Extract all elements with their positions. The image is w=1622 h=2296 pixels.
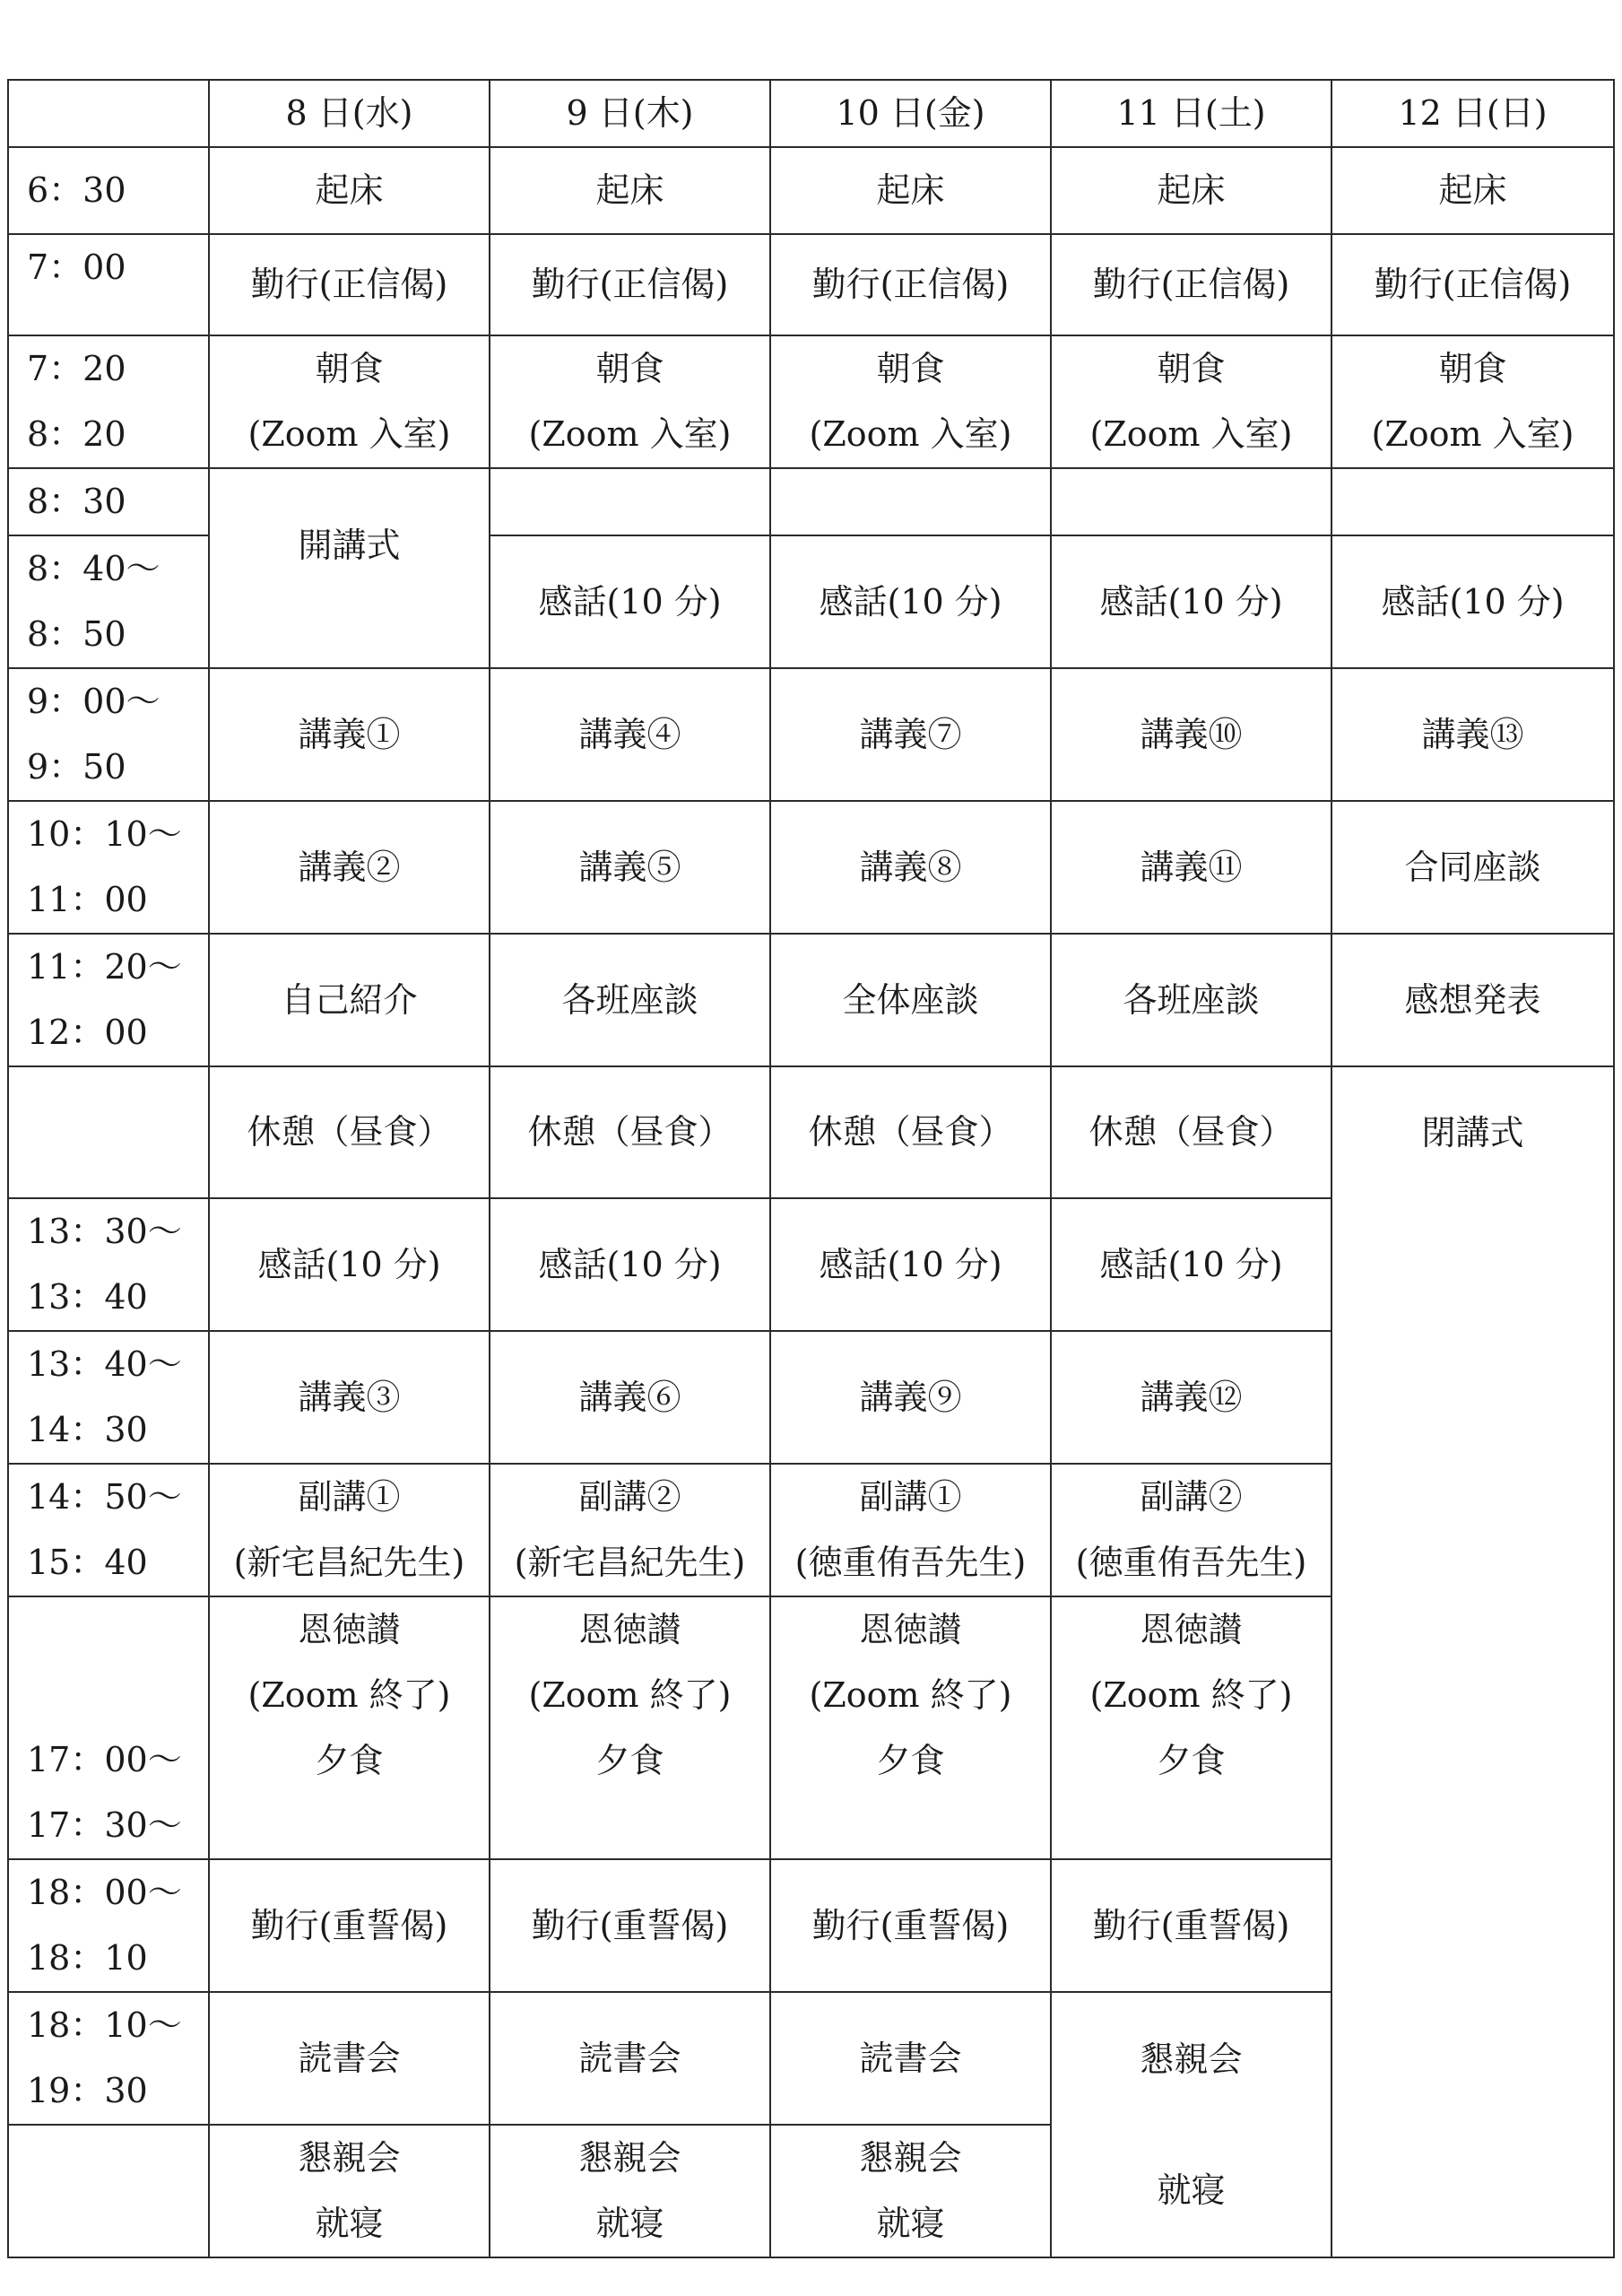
event-label: 夕食 bbox=[1157, 1741, 1226, 1780]
schedule-cell: 感話(10 分) bbox=[1051, 1198, 1331, 1331]
schedule-cell: 講義③ bbox=[209, 1331, 490, 1464]
schedule-cell: 勤行(重誓偈) bbox=[770, 1859, 1051, 1992]
event-note: (Zoom 終了) bbox=[528, 1675, 732, 1715]
opening-ceremony-cell: 開講式 bbox=[209, 468, 490, 668]
spacer bbox=[1052, 2092, 1331, 2158]
schedule-cell: 感話(10 分) bbox=[770, 1198, 1051, 1331]
time-start: 9：00～ bbox=[27, 682, 160, 721]
schedule-cell: 講義⑬ bbox=[1331, 668, 1614, 801]
schedule-cell bbox=[770, 1596, 1051, 1859]
event-note: (Zoom 入室) bbox=[247, 414, 451, 454]
time-cell bbox=[8, 801, 209, 934]
empty-cell bbox=[1331, 468, 1614, 535]
lecturer-name: (新宅昌紀先生) bbox=[514, 1543, 746, 1582]
schedule-table bbox=[7, 79, 1615, 2258]
schedule-cell: 感想発表 bbox=[1331, 934, 1614, 1066]
schedule-cell: 講義⑩ bbox=[1051, 668, 1331, 801]
morning-service-row bbox=[8, 234, 1614, 335]
event-note: (Zoom 入室) bbox=[1089, 414, 1293, 454]
schedule-cell: 休憩（昼食） bbox=[490, 1066, 770, 1198]
time-cell: 6：30 bbox=[8, 147, 209, 234]
time-start: 18：10～ bbox=[27, 2005, 182, 2045]
event-label: 就寝 bbox=[595, 2204, 664, 2243]
day-header: 11 日(土) bbox=[1051, 80, 1331, 147]
schedule-cell: 講義⑫ bbox=[1051, 1331, 1331, 1464]
event-label: 恩徳讃 bbox=[1140, 1610, 1243, 1649]
schedule-cell: 休憩（昼食） bbox=[770, 1066, 1051, 1198]
schedule-cell: 起床 bbox=[209, 147, 490, 234]
event-label: 夕食 bbox=[315, 1741, 384, 1780]
schedule-cell: 休憩（昼食） bbox=[1051, 1066, 1331, 1198]
event-note: (Zoom 終了) bbox=[1089, 1675, 1293, 1715]
event-label: 副講① bbox=[859, 1477, 962, 1517]
event-label: 副講② bbox=[578, 1477, 681, 1517]
event-label: 朝食 bbox=[595, 349, 664, 388]
event-label: 朝食 bbox=[1157, 349, 1226, 388]
empty-cell bbox=[1051, 468, 1331, 535]
lecturer-name: (徳重侑吾先生) bbox=[794, 1543, 1027, 1582]
time-start: 10：10～ bbox=[27, 814, 182, 854]
time-end: 19：30 bbox=[27, 2071, 148, 2110]
schedule-cell bbox=[770, 2125, 1051, 2257]
schedule-cell: 講義① bbox=[209, 668, 490, 801]
schedule-cell: 感話(10 分) bbox=[1051, 535, 1331, 668]
time-start: 17：00～ bbox=[27, 1740, 182, 1779]
time-start: 8：40～ bbox=[27, 549, 160, 588]
lecture-row bbox=[8, 801, 1614, 934]
event-note: (Zoom 終了) bbox=[247, 1675, 451, 1715]
schedule-cell: 感話(10 分) bbox=[770, 535, 1051, 668]
opening-row bbox=[8, 468, 1614, 535]
time-cell: 7：00 bbox=[8, 234, 209, 335]
schedule-cell: 感話(10 分) bbox=[1331, 535, 1614, 668]
time-cell bbox=[8, 934, 209, 1066]
time-cell: 8：30 bbox=[8, 468, 209, 535]
schedule-cell bbox=[1051, 335, 1331, 468]
schedule-cell: 感話(10 分) bbox=[490, 535, 770, 668]
closing-ceremony-cell bbox=[1331, 1066, 1614, 2257]
time-start: 13：30～ bbox=[27, 1212, 182, 1251]
schedule-cell: 講義② bbox=[209, 801, 490, 934]
schedule-cell bbox=[209, 1464, 490, 1596]
time-cell bbox=[8, 1198, 209, 1331]
time-cell bbox=[8, 1596, 209, 1859]
schedule-cell: 講義④ bbox=[490, 668, 770, 801]
schedule-cell: 全体座談 bbox=[770, 934, 1051, 1066]
schedule-cell bbox=[1331, 335, 1614, 468]
time-cell bbox=[8, 1859, 209, 1992]
time-end: 15：40 bbox=[27, 1543, 148, 1582]
event-note: (Zoom 入室) bbox=[809, 414, 1012, 454]
schedule-cell bbox=[209, 335, 490, 468]
time-end: 13：40 bbox=[27, 1277, 148, 1317]
schedule-cell: 講義⑥ bbox=[490, 1331, 770, 1464]
time-cell bbox=[8, 535, 209, 668]
time-end: 8：50 bbox=[27, 614, 126, 654]
schedule-cell: 勤行(重誓偈) bbox=[209, 1859, 490, 1992]
event-label: 夕食 bbox=[595, 1741, 664, 1780]
schedule-cell: 感話(10 分) bbox=[490, 1198, 770, 1331]
schedule-cell: 各班座談 bbox=[1051, 934, 1331, 1066]
schedule-cell bbox=[1051, 1992, 1331, 2257]
event-label: 就寝 bbox=[1157, 2170, 1226, 2210]
corner-cell bbox=[8, 80, 209, 147]
event-label: 懇親会 bbox=[1140, 2039, 1243, 2079]
discussion-row bbox=[8, 934, 1614, 1066]
schedule-cell: 読書会 bbox=[490, 1992, 770, 2125]
schedule-cell: 勤行(正信偈) bbox=[1051, 234, 1331, 335]
event-label: 夕食 bbox=[876, 1741, 945, 1780]
schedule-cell: 講義⑦ bbox=[770, 668, 1051, 801]
schedule-cell bbox=[1051, 1596, 1331, 1859]
schedule-cell: 起床 bbox=[1051, 147, 1331, 234]
time-end: 12：00 bbox=[27, 1013, 148, 1052]
schedule-cell: 勤行(正信偈) bbox=[490, 234, 770, 335]
schedule-cell: 休憩（昼食） bbox=[209, 1066, 490, 1198]
time-end: 8：20 bbox=[27, 414, 126, 454]
schedule-cell bbox=[209, 1596, 490, 1859]
schedule-cell: 読書会 bbox=[209, 1992, 490, 2125]
time-cell bbox=[8, 668, 209, 801]
event-label: 就寝 bbox=[876, 2204, 945, 2243]
lecturer-name: (徳重侑吾先生) bbox=[1075, 1543, 1307, 1582]
schedule-cell bbox=[490, 1596, 770, 1859]
event-label: 恩徳讃 bbox=[859, 1610, 962, 1649]
time-cell bbox=[8, 1464, 209, 1596]
schedule-cell bbox=[490, 2125, 770, 2257]
empty-cell bbox=[770, 468, 1051, 535]
schedule-cell: 各班座談 bbox=[490, 934, 770, 1066]
time-start: 18：00～ bbox=[27, 1873, 182, 1912]
day-header: 10 日(金) bbox=[770, 80, 1051, 147]
event-label: 副講② bbox=[1140, 1477, 1243, 1517]
time-cell bbox=[8, 1992, 209, 2125]
breakfast-row bbox=[8, 335, 1614, 468]
time-cell bbox=[8, 1331, 209, 1464]
schedule-cell: 感話(10 分) bbox=[209, 1198, 490, 1331]
time-end: 14：30 bbox=[27, 1410, 148, 1449]
schedule-cell bbox=[770, 335, 1051, 468]
schedule-cell bbox=[490, 335, 770, 468]
empty-cell bbox=[490, 468, 770, 535]
wake-row bbox=[8, 147, 1614, 234]
lecturer-name: (新宅昌紀先生) bbox=[233, 1543, 465, 1582]
schedule-cell bbox=[1051, 1464, 1331, 1596]
header-row bbox=[8, 80, 1614, 147]
event-label: 副講① bbox=[298, 1477, 401, 1517]
time-cell bbox=[8, 2125, 209, 2257]
schedule-cell: 講義⑤ bbox=[490, 801, 770, 934]
schedule-cell bbox=[209, 2125, 490, 2257]
time-next: 17：30～ bbox=[27, 1805, 182, 1845]
event-label: 恩徳讃 bbox=[298, 1610, 401, 1649]
time-start: 11：20～ bbox=[27, 947, 182, 987]
event-note: (Zoom 入室) bbox=[528, 414, 732, 454]
schedule-cell: 勤行(正信偈) bbox=[770, 234, 1051, 335]
schedule-cell: 勤行(正信偈) bbox=[209, 234, 490, 335]
schedule-cell: 勤行(正信偈) bbox=[1331, 234, 1614, 335]
time-cell bbox=[8, 335, 209, 468]
time-start: 14：50～ bbox=[27, 1477, 182, 1517]
day-header: 8 日(水) bbox=[209, 80, 490, 147]
time-cell bbox=[8, 1066, 209, 1198]
day-header: 12 日(日) bbox=[1331, 80, 1614, 147]
schedule-cell: 起床 bbox=[1331, 147, 1614, 234]
event-label: 懇親会 bbox=[859, 2138, 962, 2178]
event-label: 恩徳讃 bbox=[578, 1610, 681, 1649]
schedule-cell: 自己紹介 bbox=[209, 934, 490, 1066]
schedule-cell: 勤行(重誓偈) bbox=[1051, 1859, 1331, 1992]
schedule-cell: 勤行(重誓偈) bbox=[490, 1859, 770, 1992]
closing-ceremony-label: 閉講式 bbox=[1421, 1113, 1524, 1152]
schedule-cell: 講義⑧ bbox=[770, 801, 1051, 934]
schedule-cell: 読書会 bbox=[770, 1992, 1051, 2125]
event-label: 懇親会 bbox=[298, 2138, 401, 2178]
event-label: 就寝 bbox=[315, 2204, 384, 2243]
event-label: 朝食 bbox=[315, 349, 384, 388]
schedule-cell: 講義⑪ bbox=[1051, 801, 1331, 934]
time-end: 9：50 bbox=[27, 747, 126, 787]
event-label: 朝食 bbox=[876, 349, 945, 388]
time-end: 11：00 bbox=[27, 880, 148, 919]
time-start: 13：40～ bbox=[27, 1344, 182, 1384]
lunch-row bbox=[8, 1066, 1614, 1198]
schedule-cell bbox=[490, 1464, 770, 1596]
event-note: (Zoom 終了) bbox=[809, 1675, 1012, 1715]
schedule-cell: 合同座談 bbox=[1331, 801, 1614, 934]
event-label: 懇親会 bbox=[578, 2138, 681, 2178]
event-label: 朝食 bbox=[1438, 349, 1507, 388]
day-header: 9 日(木) bbox=[490, 80, 770, 147]
schedule-cell: 講義⑨ bbox=[770, 1331, 1051, 1464]
time-end: 18：10 bbox=[27, 1938, 148, 1978]
event-note: (Zoom 入室) bbox=[1371, 414, 1574, 454]
schedule-cell: 起床 bbox=[490, 147, 770, 234]
schedule-cell bbox=[770, 1464, 1051, 1596]
time-start: 7：20 bbox=[27, 349, 126, 388]
schedule-cell: 起床 bbox=[770, 147, 1051, 234]
lecture-row bbox=[8, 668, 1614, 801]
